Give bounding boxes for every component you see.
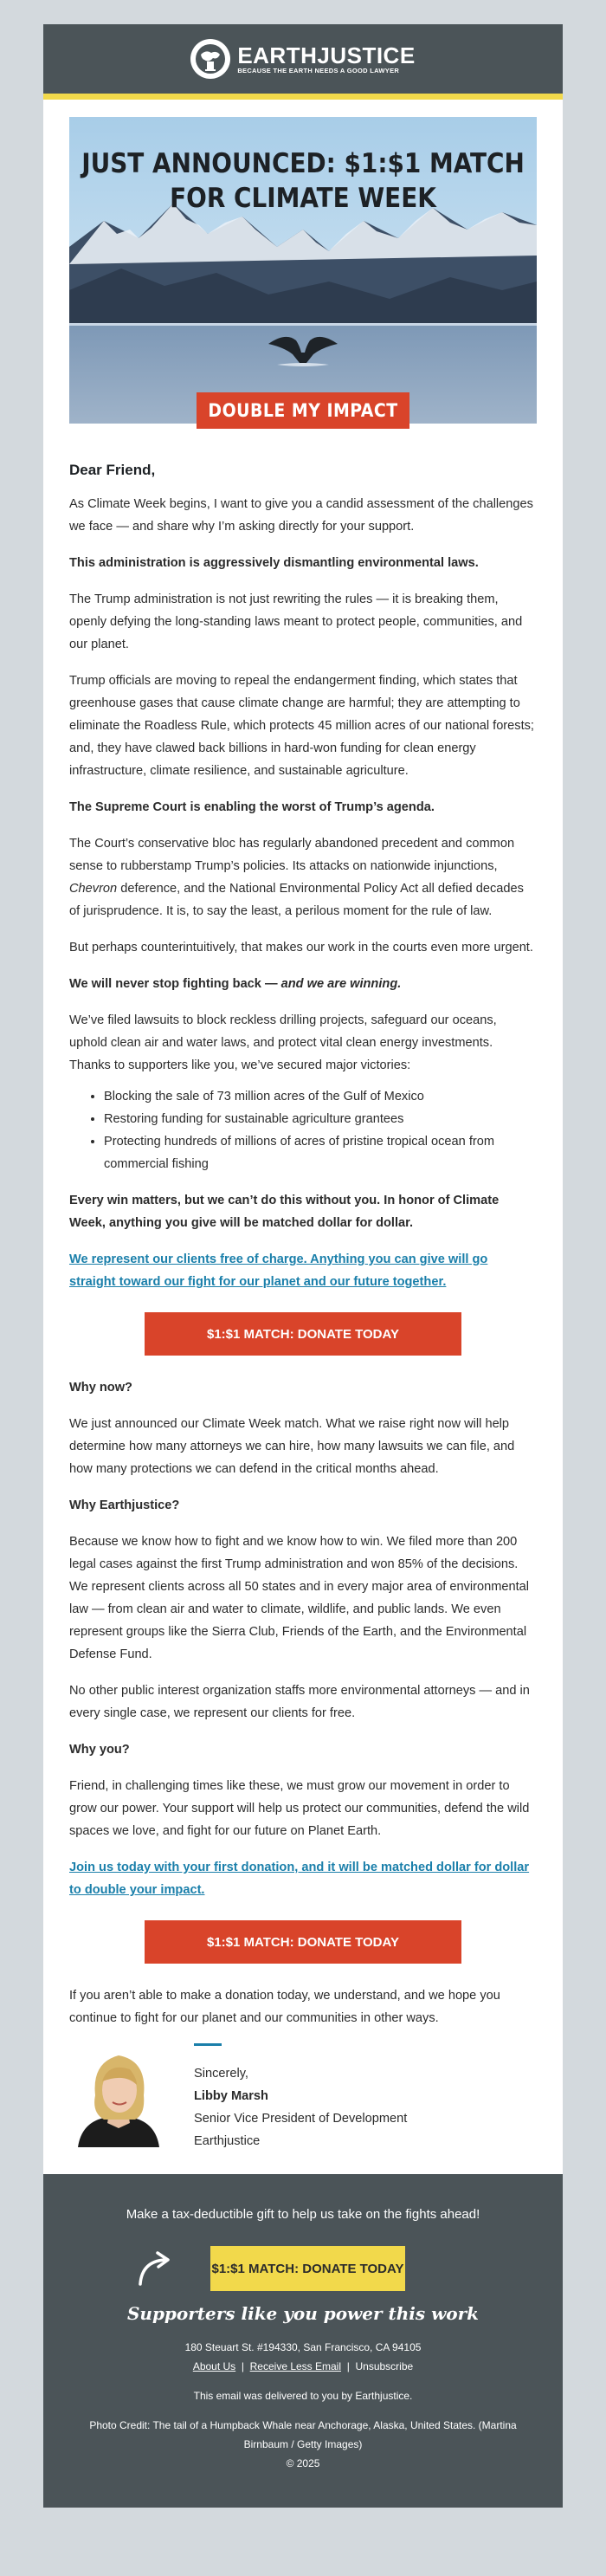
footer bbox=[43, 2174, 563, 2508]
footer-delivered: This email was delivered to you by Earthjustice. bbox=[193, 2390, 413, 2402]
unsubscribe-link[interactable]: Unsubscribe bbox=[355, 2360, 414, 2372]
paragraph: But perhaps counterintuitively, that makes our work in the courts even more urgent. bbox=[69, 941, 533, 955]
footer-lead: Make a tax-deductible gift to help us take on the fights ahead! bbox=[126, 2207, 480, 2222]
receive-less-email-link[interactable]: Receive Less Email bbox=[249, 2360, 342, 2372]
paragraph: As Climate Week begins, I want to give you a candid assessment of the challenges we face — and share why I’m asking directly for your support. bbox=[69, 497, 533, 534]
paragraph: Trump officials are moving to repeal the endangerment finding, which states that greenhouse gases that cause climate change are harmful; they are attempting to eliminate the Roadless Rule, which protects 45 million acres of our national forests; and, they have clawed back billions in hard-won funding for clean energy infrastructure, climate resilience, and sustainable agriculture. bbox=[69, 674, 534, 778]
bold-heading: Every win matters, but we can’t do this without you. In honor of Climate Week, anything you give will be matched dollar for dollar. bbox=[69, 1194, 500, 1230]
question-heading: Why you? bbox=[69, 1743, 130, 1757]
brand-tagline: BECAUSE THE EARTH NEEDS A GOOD LAWYER bbox=[237, 66, 400, 74]
brand-name[interactable]: EARTHJUSTICE bbox=[237, 42, 416, 68]
earthjustice-logo-icon[interactable] bbox=[190, 39, 230, 79]
signature-closing: Sincerely, bbox=[194, 2067, 248, 2081]
donate-link[interactable]: Join us today with your first donation, and it will be matched dollar for dollar to double your impact. bbox=[69, 1861, 530, 1897]
list-item: • Protecting hundreds of millions of acres of pristine tropical ocean from commercial fishing bbox=[104, 1130, 537, 1175]
footer-address: 180 Steuart St. #194330, San Francisco, CA 94105 bbox=[184, 2341, 422, 2353]
bold-heading: We will never stop fighting back — and we are winning. bbox=[69, 977, 402, 991]
header bbox=[43, 24, 563, 100]
double-my-impact-button[interactable]: DOUBLE MY IMPACT bbox=[197, 392, 409, 429]
copyright: © 2025 bbox=[286, 2457, 320, 2469]
victories-list bbox=[69, 1085, 537, 1175]
footer-tagline: Supporters like you power this work bbox=[126, 2303, 480, 2324]
signer-portrait-image bbox=[69, 2043, 168, 2147]
list-item: • Blocking the sale of 73 million acres of the Gulf of Mexico bbox=[104, 1085, 537, 1108]
greeting: Dear Friend, bbox=[69, 462, 156, 478]
signer-org: Earthjustice bbox=[194, 2134, 261, 2148]
signature-block bbox=[69, 2043, 537, 2152]
footer-donate-button[interactable]: $1:$1 MATCH: DONATE TODAY bbox=[210, 2246, 405, 2291]
signature-text bbox=[194, 2043, 407, 2152]
bold-heading: This administration is aggressively dismantling environmental laws. bbox=[69, 556, 479, 570]
hero-banner[interactable] bbox=[69, 117, 537, 424]
paragraph: Friend, in challenging times like these, we must grow our movement in order to grow our power. Your support will help us protect our communities, defend the wild spaces we love, and fight for our future on Planet Earth. bbox=[69, 1779, 530, 1838]
footer-links: About Us | Receive Less Email | Unsubscribe bbox=[192, 2360, 414, 2372]
paragraph: The Trump administration is not just rewriting the rules — it is breaking them, openly defying the long-standing laws meant to protect people, communities, and our planet. bbox=[69, 592, 523, 651]
hero-title: JUST ANNOUNCED: $1:$1 MATCH FOR CLIMATE WEEK bbox=[81, 148, 525, 214]
question-heading: Why now? bbox=[69, 1381, 132, 1395]
paragraph: If you aren’t able to make a donation today, we understand, and we hope you continue to fight for our planet and our communities in other ways. bbox=[69, 1989, 500, 2025]
list-item: • Restoring funding for sustainable agriculture grantees bbox=[104, 1108, 537, 1130]
footer-cta-row bbox=[69, 2246, 537, 2294]
paragraph: We just announced our Climate Week match. What we raise right now will help determine how many attorneys we can hire, how many lawsuits we can file, and how many protections we can defend in the critical months ahead. bbox=[69, 1417, 515, 1476]
signer-name: Libby Marsh bbox=[194, 2089, 268, 2103]
paragraph: Because we know how to fight and we know how to win. We filed more than 200 legal cases against the first Trump administration and won 85% of the decisions. We represent clients across all 50 states and in every major area of environmental law — from clean air and water to climate, wildlife, and public lands. We even represent groups like the Sierra Club, Friends of the Earth, and the Environmental Defense Fund. bbox=[69, 1535, 530, 1661]
curved-arrow-icon bbox=[135, 2249, 175, 2288]
bold-heading: The Supreme Court is enabling the worst of Trump’s agenda. bbox=[69, 800, 435, 814]
donate-link[interactable]: We represent our clients free of charge. Anything you can give will go straight toward our fight for our planet and our future together. bbox=[69, 1252, 488, 1289]
about-us-link[interactable]: About Us bbox=[192, 2360, 236, 2372]
photo-credit: Photo Credit: The tail of a Humpback Whale near Anchorage, Alaska, United States. (Martina Birnbaum / Getty Images) bbox=[89, 2419, 517, 2450]
paragraph: No other public interest organization staffs more environmental attorneys — and in every single case, we represent our clients for free. bbox=[69, 1684, 530, 1720]
letter-body bbox=[43, 100, 563, 2174]
question-heading: Why Earthjustice? bbox=[69, 1498, 180, 1512]
paragraph: The Court’s conservative bloc has regularly abandoned precedent and common sense to rubberstamp Trump’s policies. Its attacks on nationwide injunctions, Chevron deference, and the National Environmental Policy Act all defied decades of jurisprudence. It is, to say the least, a perilous moment for the rule of law. bbox=[69, 837, 524, 918]
donate-today-button[interactable]: $1:$1 MATCH: DONATE TODAY bbox=[145, 1312, 461, 1356]
signer-title: Senior Vice President of Development bbox=[194, 2112, 408, 2126]
email-container bbox=[43, 24, 563, 2508]
donate-today-button[interactable]: $1:$1 MATCH: DONATE TODAY bbox=[145, 1920, 461, 1964]
paragraph: We’ve filed lawsuits to block reckless drilling projects, safeguard our oceans, uphold clean air and water laws, and protect vital clean energy investments. Thanks to supporters like you, we’ve secured major victories: bbox=[69, 1013, 497, 1072]
